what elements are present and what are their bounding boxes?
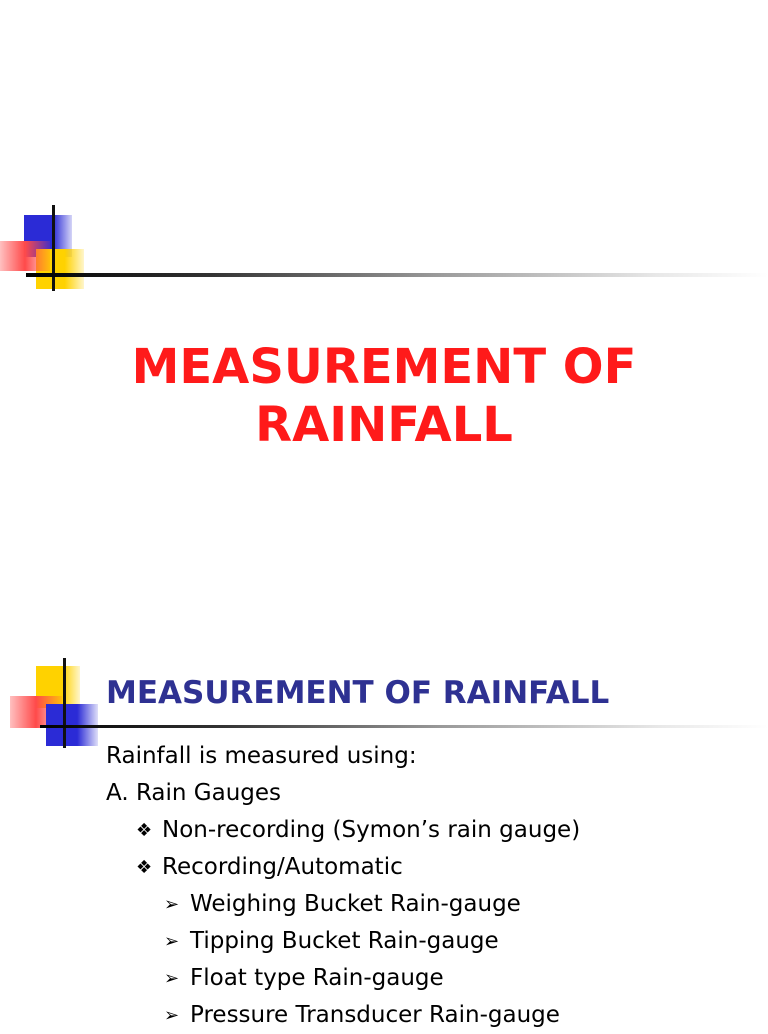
horizontal-rule [40,725,768,728]
section-a-label: A. Rain Gauges [106,780,282,806]
arrow-bullet-icon: ➢ [164,968,180,989]
slide-heading: MEASUREMENT OF RAINFALL [106,675,610,711]
list-item: ➢ Float type Rain-gauge [106,960,746,997]
list-item: ➢ Pressure Transducer Rain-gauge [106,997,746,1034]
corner-decoration [0,658,110,753]
vertical-rule [63,658,66,748]
red-square [0,241,50,271]
intro-text: Rainfall is measured using: [106,743,417,769]
diamond-bullet-icon: ❖ [136,857,153,878]
list-item: ➢ Tipping Bucket Rain-gauge [106,923,746,960]
vertical-rule [52,205,55,291]
slide-title: MEASUREMENT OF RAINFALL [131,339,637,453]
arrow-bullet-icon: ➢ [164,894,180,915]
horizontal-rule [26,273,768,277]
corner-decoration [0,205,100,295]
arrow-bullet-icon: ➢ [164,931,180,952]
diamond-bullet-icon: ❖ [136,820,153,841]
arrow-bullet-icon: ➢ [164,1005,180,1026]
slide-body [106,738,746,1034]
list-item: ❖ Non-recording (Symon’s rain gauge) [106,812,746,849]
list-item: ❖ Recording/Automatic [106,849,746,886]
list-item: ➢ Weighing Bucket Rain-gauge [106,886,746,923]
